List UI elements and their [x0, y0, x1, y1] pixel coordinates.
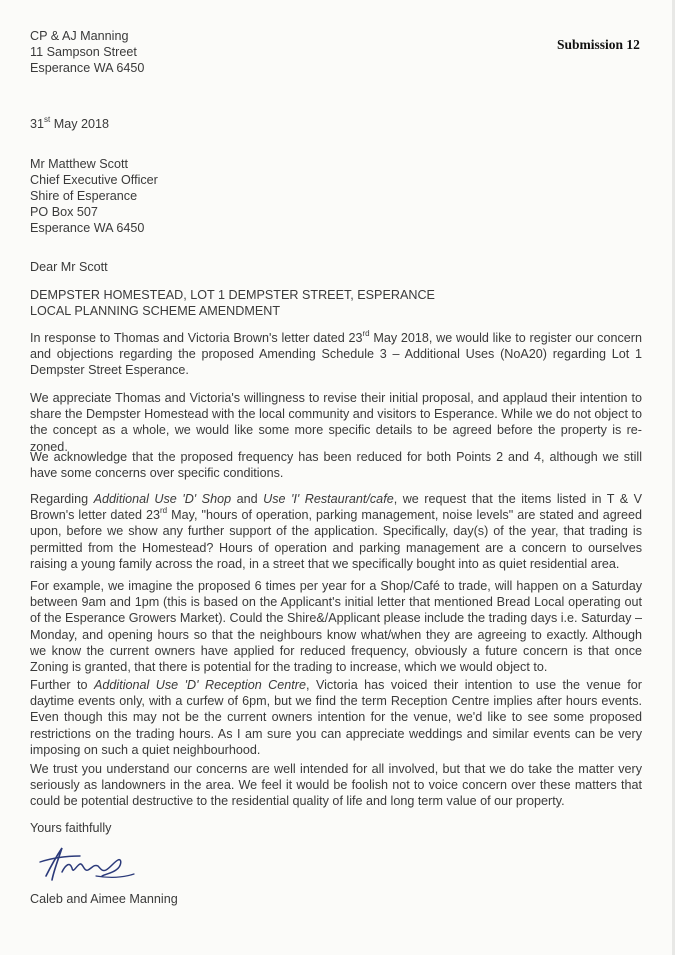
p1-sup: rd — [362, 329, 370, 338]
paragraph-1 — [30, 330, 642, 379]
paragraph-5: For example, we imagine the proposed 6 times per year for a Shop/Café to trade, will happen on a Saturday between 9am and 1pm (this is based on the Applicant's initial letter that mentioned Bread Local operating out of the Esperance Growers Market). Could the Shire&/Applicant please include the trading days i.e. Saturday – Monday, and opening hours so that the neighbours know what/when they are agreeing to exactly. Although we know the current owners have applied for reduced frequency, obviously a future concern is that once Zoning is granted, that there is potential for the trading to increase, which we would object to. — [30, 579, 642, 675]
paragraph-6 — [30, 677, 642, 758]
subject — [30, 287, 642, 319]
subject-line-2: LOCAL PLANNING SCHEME AMENDMENT — [30, 304, 281, 318]
p4-text-d: May, "hours of operation, parking management, noise levels" are stated and agreed upon, before we show any further support of the application. Specifically, day(s) of the year, that trading is permitted from the Homestead? Hours of operation and parking management are a concern to ourselves raising a young family across the road, in a street that we specifically bought into as quiet residential area. — [30, 508, 643, 571]
p1-text-b: May 2018, we would like to register our concern and objections regarding the proposed Amending Schedule 3 – Additional Uses (NoA20) regarding Lot 1 Dempster Street Esperance. — [30, 331, 642, 378]
sender-address — [30, 28, 642, 76]
handwritten-signature — [36, 842, 146, 886]
recipient-name: Mr Matthew Scott — [30, 157, 128, 171]
signatory-name: Caleb and Aimee Manning — [30, 892, 178, 906]
sender-street: 11 Sampson Street — [30, 45, 137, 59]
paragraph-7: We trust you understand our concerns are well intended for all involved, but that we do take the matter very seriously as landowners in the area. We feel it would be foolish not to voice concern over these matters that could be potential destructive to the residential quality of life and long term value of our property. — [30, 762, 642, 809]
submission-label: Submission 12 — [557, 37, 640, 52]
salutation-text: Dear Mr Scott — [30, 260, 108, 274]
p4-em-restaurant: Use 'I' Restaurant/cafe — [263, 492, 394, 506]
salutation — [30, 259, 642, 275]
letter-date — [30, 116, 642, 132]
date-suffix: st — [44, 115, 51, 124]
p4-text-a: Regarding — [30, 492, 94, 506]
p6-text-b: , Victoria has voiced their intention to use the venue for daytime events only, with a curfew of 6pm, but we find the term Reception Centre implies after hours events. Even though this may not be the current owners intention for the venue, we'd like to see some proposed restrictions on the trading hours. As I am sure you can appreciate weddings and similar events can be very imposing on such a quiet neighbourhood. — [30, 678, 642, 757]
p6-em-reception: Additional Use 'D' Reception Centre — [94, 678, 306, 692]
sender-city: Esperance WA 6450 — [30, 61, 145, 75]
paragraph-3: We acknowledge that the proposed frequency has been reduced for both Points 2 and 4, although we still have some concerns over specific conditions. — [30, 450, 642, 481]
signatory — [30, 891, 642, 907]
p4-em-shop: Additional Use 'D' Shop — [93, 492, 232, 506]
closing — [30, 820, 642, 836]
sender-name: CP & AJ Manning — [30, 29, 129, 43]
p4-text-c: , we request that the items listed in T & V Brown's letter dated 23 — [30, 492, 643, 523]
closing-text: Yours faithfully — [30, 821, 112, 835]
recipient-title: Chief Executive Officer — [30, 173, 158, 187]
recipient-address — [30, 156, 642, 236]
date-rest: May 2018 — [50, 117, 110, 131]
subject-line-1: DEMPSTER HOMESTEAD, LOT 1 DEMPSTER STREET, ESPERANCE — [30, 288, 435, 302]
recipient-city: Esperance WA 6450 — [30, 221, 145, 235]
paragraph-2: We appreciate Thomas and Victoria's willingness to revise their initial proposal, and applaud their intention to share the Dempster Homestead with the local community and visitors to Esperance. While we do not object to the concept as a whole, we would like some more specific details to be agreed before the property is re-zoned. — [30, 391, 642, 454]
p6-text-a: Further to — [30, 678, 95, 692]
p4-sup: rd — [159, 506, 168, 516]
paragraph-4 — [30, 491, 642, 572]
p1-text-a: In response to Thomas and Victoria Brown's letter dated 23 — [30, 331, 363, 345]
recipient-po: PO Box 507 — [30, 205, 98, 219]
date-day: 31 — [30, 117, 45, 131]
p4-text-b: and — [231, 492, 264, 506]
recipient-org: Shire of Esperance — [30, 189, 138, 203]
